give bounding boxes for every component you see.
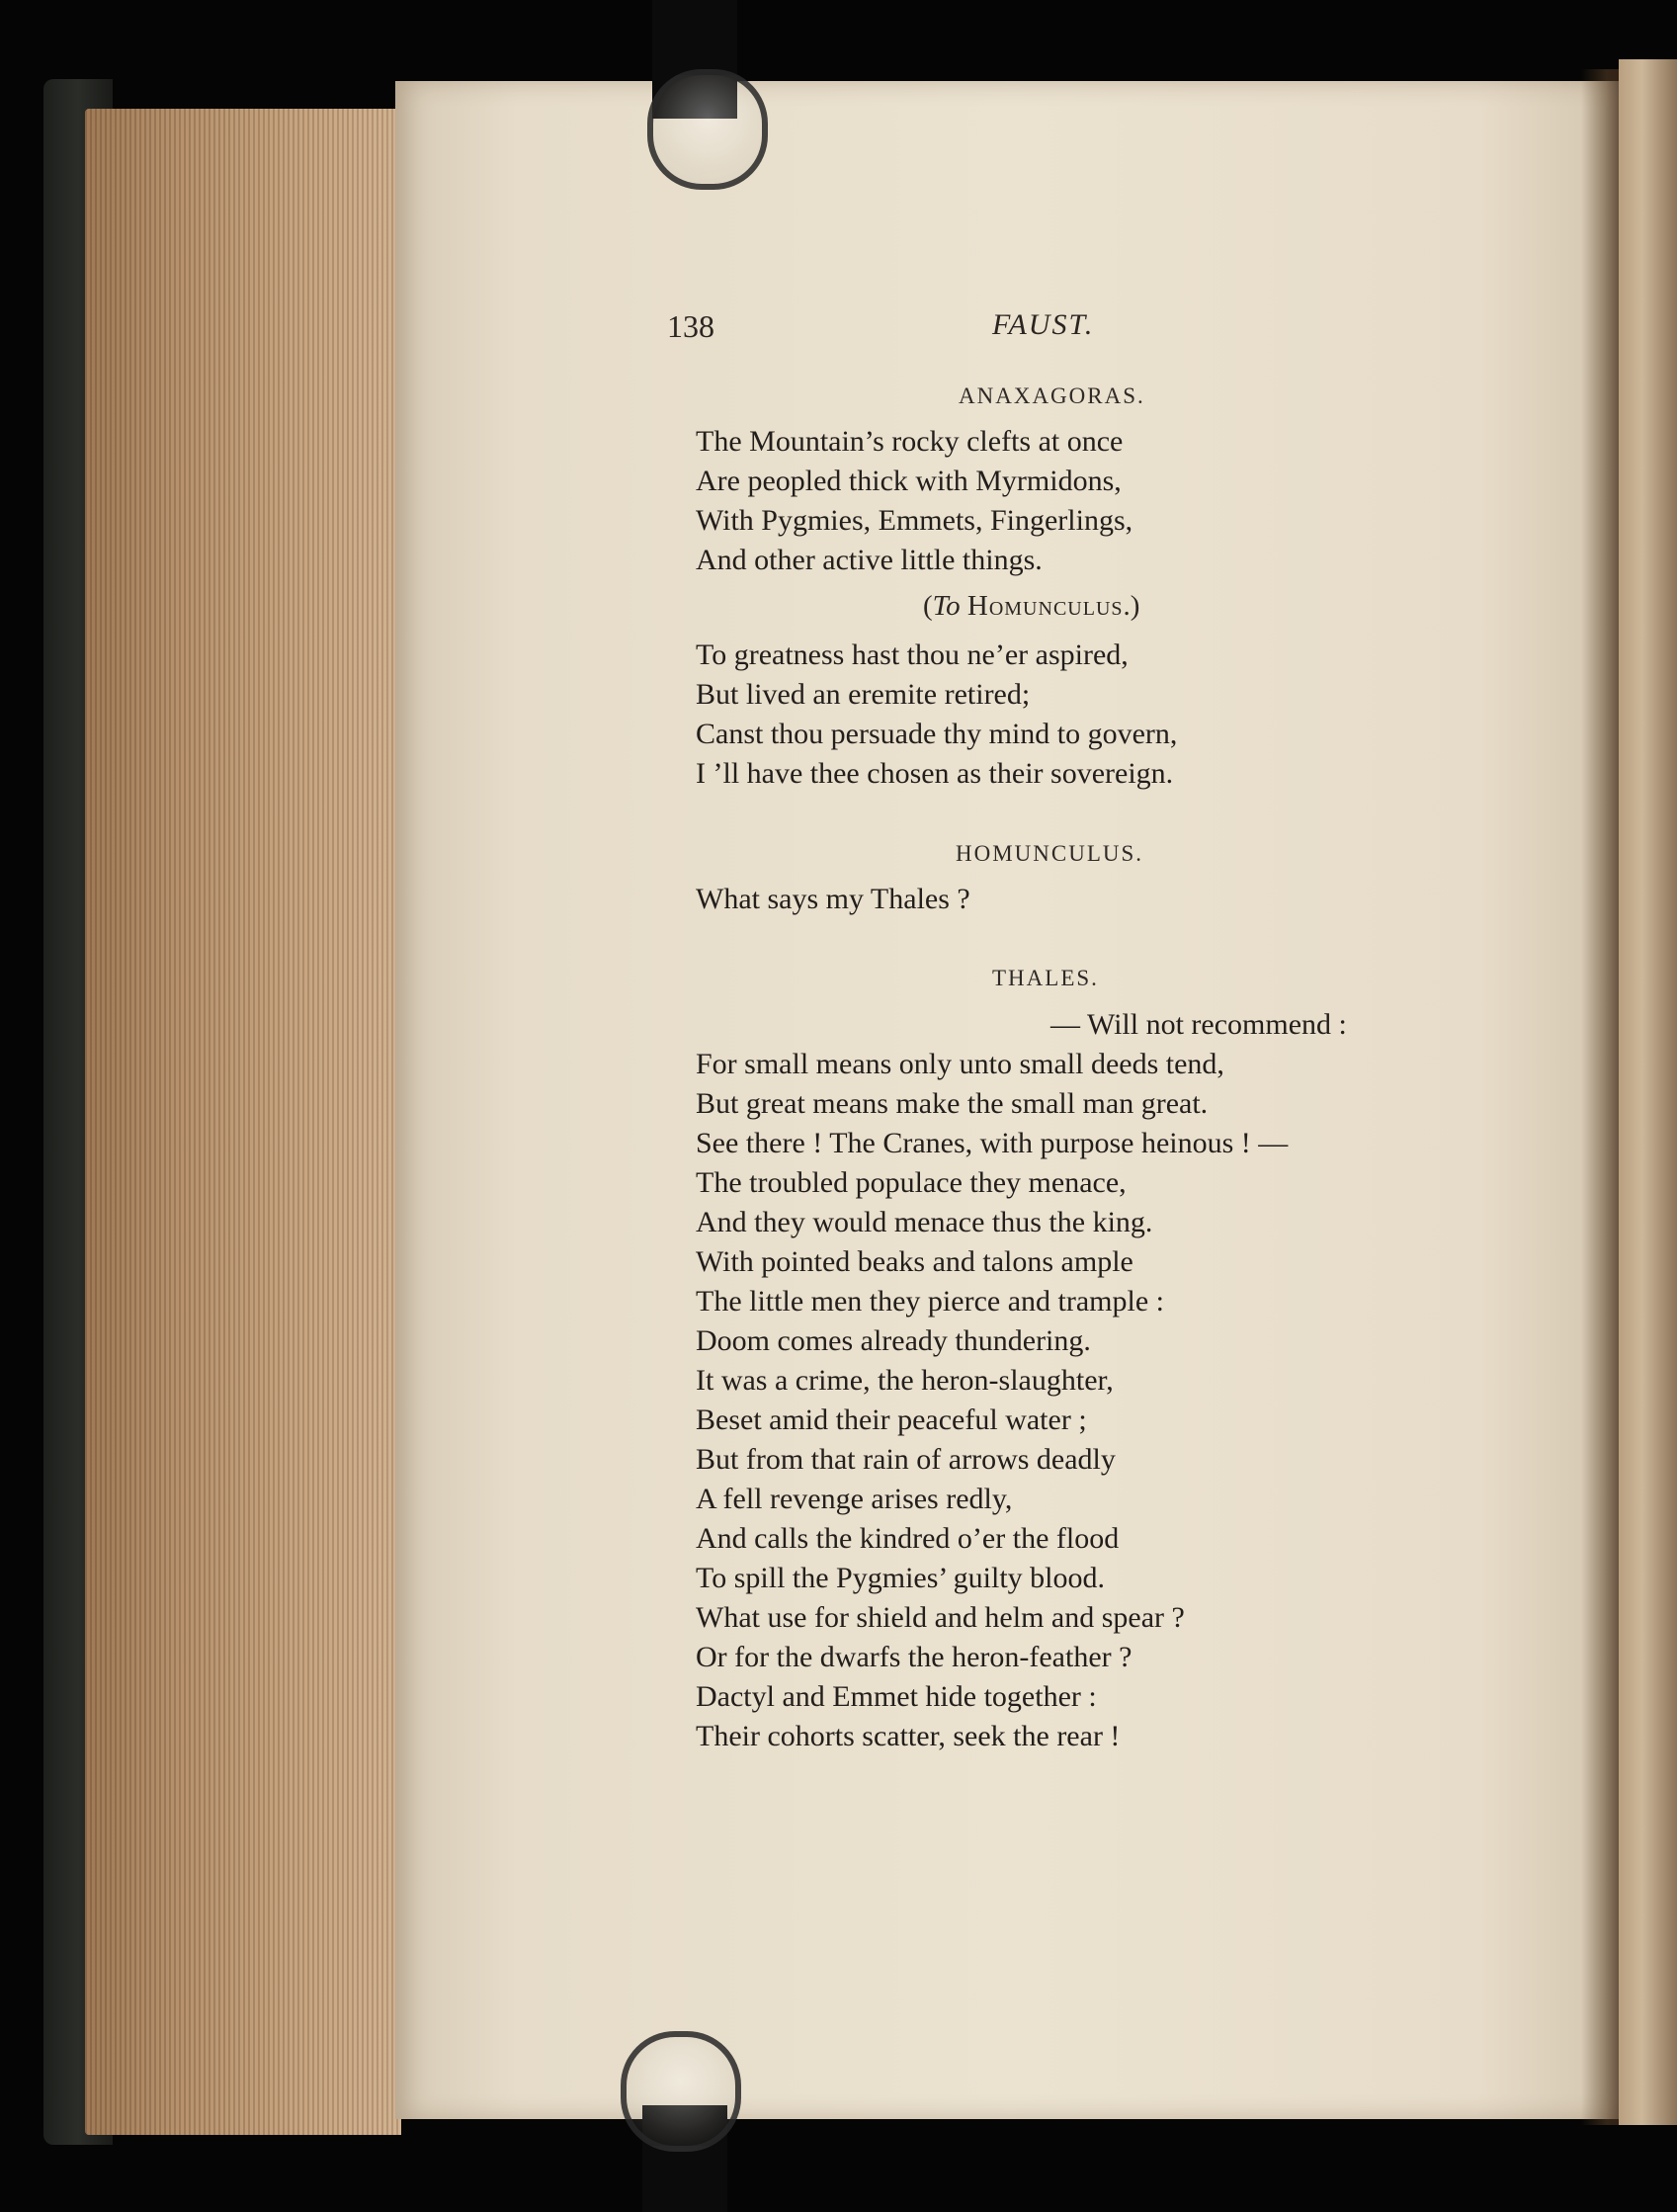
verse-line: See there ! The Cranes, with purpose heinous ! — (696, 1127, 1289, 1159)
page-number: 138 (667, 308, 714, 344)
verse-line: Beset amid their peaceful water ; (696, 1404, 1087, 1436)
speaker-anaxagoras: ANAXAGORAS. (959, 383, 1145, 408)
verse-line: Their cohorts scatter, seek the rear ! (696, 1720, 1121, 1752)
verse-line: For small means only unto small deeds tend, (696, 1048, 1224, 1080)
gutter-shadow (1581, 69, 1623, 2125)
verse-line: What says my Thales ? (696, 883, 970, 915)
verse-line: And they would menace thus the king. (696, 1206, 1153, 1238)
verse-homunculus (696, 880, 970, 919)
verse-line: Are peopled thick with Myrmidons, (696, 465, 1122, 497)
facing-page-edge (1619, 59, 1677, 2125)
verse-line: With Pygmies, Emmets, Fingerlings, (696, 504, 1133, 537)
verse-line: A fell revenge arises redly, (696, 1483, 1013, 1515)
clip-ring-bottom (621, 2031, 741, 2152)
speaker-thales: THALES. (992, 966, 1099, 990)
verse-line: I ’ll have thee chosen as their sovereign. (696, 757, 1174, 790)
verse-line: — Will not recommend : (1050, 1008, 1347, 1041)
verse-line: But great means make the small man great. (696, 1087, 1209, 1120)
verse-line: And calls the kindred o’er the flood (696, 1522, 1120, 1555)
speaker-homunculus: HOMUNCULUS. (956, 841, 1144, 866)
clip-ring-top (647, 69, 768, 190)
verse-line: Or for the dwarfs the heron-feather ? (696, 1641, 1132, 1673)
verse-line: Doom comes already thundering. (696, 1324, 1091, 1357)
verse-line: But lived an eremite retired; (696, 678, 1031, 711)
stage-direction: (To Homunculus.) (923, 590, 1140, 622)
direction-name: Homunculus (966, 590, 1124, 622)
verse-line: It was a crime, the heron-slaughter, (696, 1364, 1114, 1397)
verse-anaxagoras-2 (696, 636, 1177, 794)
direction-to: To (932, 590, 961, 622)
verse-line: To spill the Pygmies’ guilty blood. (696, 1562, 1106, 1594)
verse-line: What use for shield and helm and spear ? (696, 1601, 1185, 1634)
verse-line: The Mountain’s rocky clefts at once (696, 425, 1124, 458)
verse-line: Canst thou persuade thy mind to govern, (696, 718, 1178, 750)
verse-thales (696, 1045, 1288, 1756)
verse-line: And other active little things. (696, 544, 1043, 576)
verse-line: To greatness hast thou ne’er aspired, (696, 638, 1129, 671)
verse-line: The little men they pierce and trample : (696, 1285, 1164, 1318)
verse-thales-first (1050, 1005, 1347, 1045)
verse-line: With pointed beaks and talons ample (696, 1245, 1133, 1278)
verse-anaxagoras-1 (696, 422, 1132, 580)
running-title: FAUST. (992, 308, 1095, 341)
verse-line: The troubled populace they menace, (696, 1166, 1127, 1199)
page-edges (85, 109, 401, 2135)
verse-line: Dactyl and Emmet hide together : (696, 1680, 1097, 1713)
verse-line: But from that rain of arrows deadly (696, 1443, 1116, 1476)
